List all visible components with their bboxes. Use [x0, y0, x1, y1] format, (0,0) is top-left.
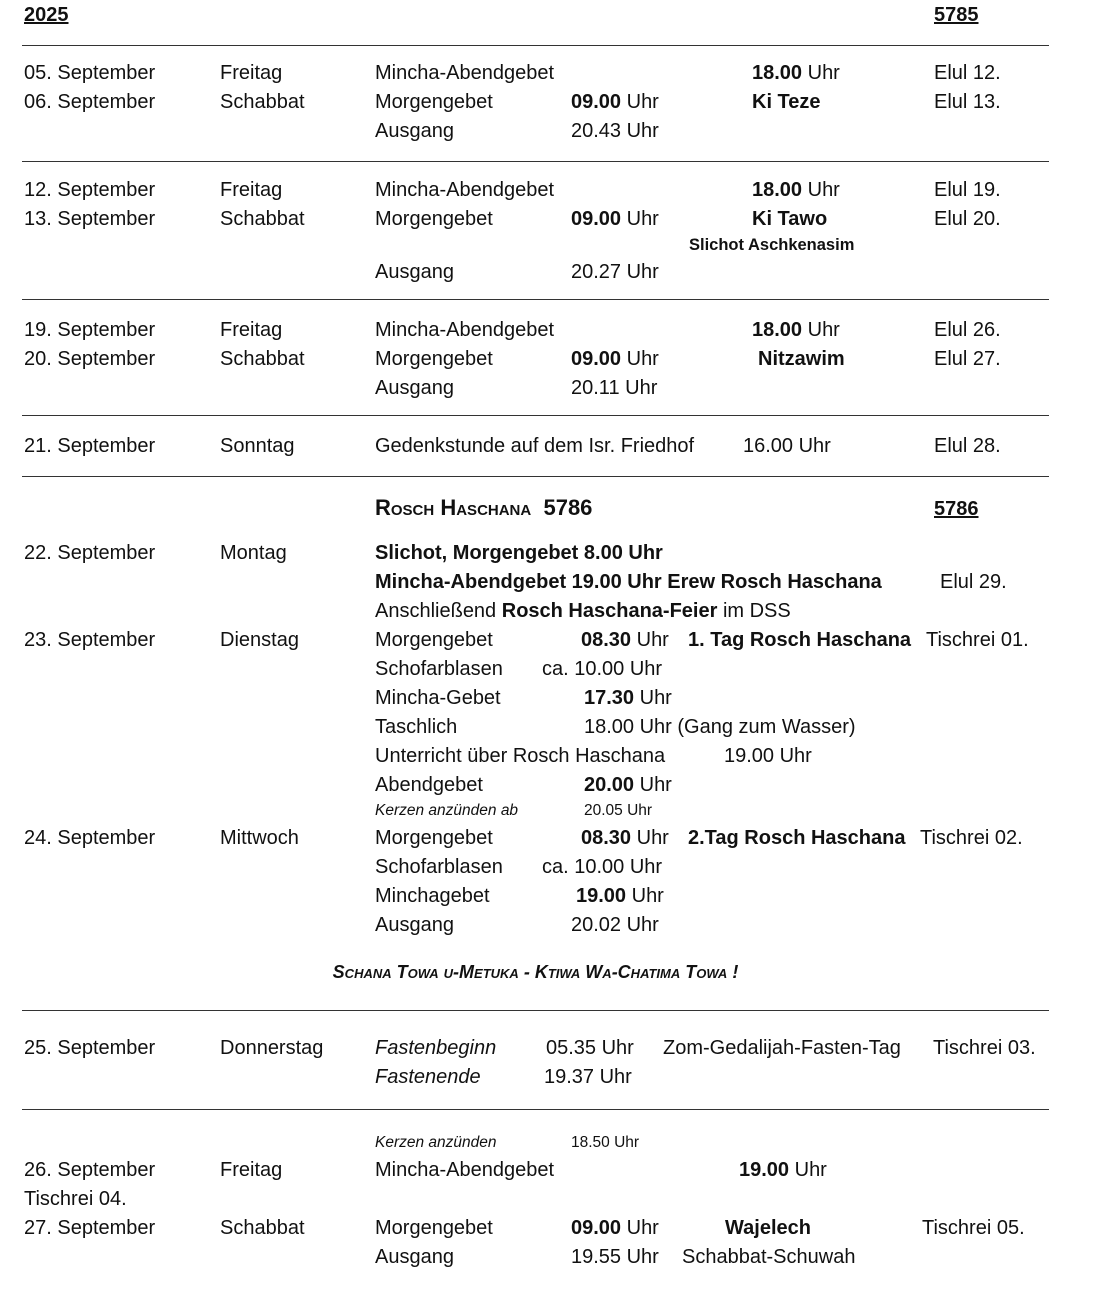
event: Morgengebet — [375, 208, 493, 230]
time: 20.02 Uhr — [571, 914, 659, 936]
time: ca. 10.00 Uhr — [542, 856, 663, 878]
event: Mincha-Abendgebet — [375, 62, 555, 84]
time: 19.37 Uhr — [544, 1066, 632, 1088]
time: 08.30 Uhr — [581, 629, 669, 651]
hebrew-date: Elul 26. — [934, 319, 1001, 341]
hebrew-date: Elul 28. — [934, 435, 1001, 457]
event: Taschlich — [375, 716, 458, 738]
candle-lighting: Kerzen anzünden — [375, 1134, 497, 1151]
holiday-label: 2.Tag Rosch Haschana — [688, 827, 906, 849]
holiday-label: 1. Tag Rosch Haschana — [688, 629, 912, 651]
date: 21. September — [24, 435, 156, 457]
event: Ausgang — [375, 377, 454, 399]
year-gregorian: 2025 — [24, 4, 69, 26]
event: Morgengebet — [375, 629, 493, 651]
hebrew-date: Elul 12. — [934, 62, 1001, 84]
time: 20.27 Uhr — [571, 261, 659, 283]
time: 19.00 Uhr — [724, 745, 812, 767]
event: Morgengebet — [375, 1217, 493, 1239]
date: 22. September — [24, 542, 156, 564]
event: Unterricht über Rosch Haschana — [375, 745, 666, 767]
hebrew-date: Tischrei 02. — [920, 827, 1023, 849]
time: ca. 10.00 Uhr — [542, 658, 663, 680]
event: Ausgang — [375, 914, 454, 936]
date: 23. September — [24, 629, 156, 651]
divider — [22, 161, 1049, 162]
time: 18.50 Uhr — [571, 1134, 640, 1151]
date: 12. September — [24, 179, 156, 201]
time: 18.00 Uhr — [752, 179, 840, 201]
hebrew-date: Elul 29. — [940, 571, 1007, 593]
date: 24. September — [24, 827, 156, 849]
weekday: Dienstag — [220, 629, 299, 651]
time: 16.00 Uhr — [743, 435, 831, 457]
divider — [22, 1010, 1049, 1011]
event: Ausgang — [375, 120, 454, 142]
weekday: Mittwoch — [220, 827, 299, 849]
weekday: Schabbat — [220, 348, 305, 370]
fast-label: Zom-Gedalijah-Fasten-Tag — [663, 1037, 901, 1059]
hebrew-date: Elul 20. — [934, 208, 1001, 230]
event: Fastenbeginn — [375, 1037, 497, 1059]
time: 05.35 Uhr — [546, 1037, 634, 1059]
weekday: Freitag — [220, 62, 283, 84]
date: 19. September — [24, 319, 156, 341]
time: 20.11 Uhr — [571, 377, 658, 399]
event: Anschließend Rosch Haschana-Feier im DSS — [375, 600, 791, 622]
parasha: Nitzawim — [758, 348, 845, 370]
section-title: Rosch Haschana 5786 — [375, 495, 593, 520]
weekday: Donnerstag — [220, 1037, 324, 1059]
date: 27. September — [24, 1217, 156, 1239]
event: Ausgang — [375, 261, 454, 283]
divider — [22, 1109, 1049, 1110]
time: 09.00 Uhr — [571, 1217, 659, 1239]
event: Mincha-Abendgebet — [375, 319, 555, 341]
year-hebrew: 5785 — [934, 4, 979, 26]
event: Abendgebet — [375, 774, 483, 796]
divider — [22, 476, 1049, 477]
time: 18.00 Uhr — [752, 62, 840, 84]
event: Mincha-Gebet — [375, 687, 501, 709]
time: 20.43 Uhr — [571, 120, 659, 142]
weekday: Freitag — [220, 1159, 283, 1181]
time: 19.55 Uhr — [571, 1246, 659, 1268]
date: 25. September — [24, 1037, 156, 1059]
parasha: Ki Tawo — [752, 208, 828, 230]
date: 06. September — [24, 91, 156, 113]
time: 18.00 Uhr — [752, 319, 840, 341]
event: Mincha-Abendgebet — [375, 179, 555, 201]
time: 20.00 Uhr — [584, 774, 672, 796]
date: 26. September — [24, 1159, 156, 1181]
hebrew-date: Tischrei 05. — [922, 1217, 1025, 1239]
hebrew-date: Tischrei 04. — [24, 1188, 127, 1210]
event: Ausgang — [375, 1246, 454, 1268]
weekday: Sonntag — [220, 435, 295, 457]
hebrew-date: Elul 27. — [934, 348, 1001, 370]
candle-lighting: Kerzen anzünden ab — [375, 802, 519, 819]
weekday: Schabbat — [220, 91, 305, 113]
time: 19.00 Uhr — [576, 885, 664, 907]
year-hebrew: 5786 — [934, 498, 979, 520]
weekday: Freitag — [220, 319, 283, 341]
event: Morgengebet — [375, 827, 493, 849]
weekday: Schabbat — [220, 208, 305, 230]
event: Fastenende — [375, 1066, 481, 1088]
greeting: Schana Towa u-Metuka - Ktiwa Wa-Chatima Towa ! — [332, 962, 739, 982]
time: 18.00 Uhr (Gang zum Wasser) — [584, 716, 856, 738]
event: Morgengebet — [375, 91, 493, 113]
time: 09.00 Uhr — [571, 348, 659, 370]
date: 13. September — [24, 208, 156, 230]
time: 17.30 Uhr — [584, 687, 672, 709]
event: Morgengebet — [375, 348, 493, 370]
divider — [22, 299, 1049, 300]
time: 09.00 Uhr — [571, 91, 659, 113]
parasha: Ki Teze — [752, 91, 821, 113]
hebrew-date: Elul 13. — [934, 91, 1001, 113]
hebrew-date: Tischrei 01. — [926, 629, 1029, 651]
divider — [22, 415, 1049, 416]
shabbat-label: Schabbat-Schuwah — [682, 1246, 856, 1268]
event: Mincha-Abendgebet — [375, 1159, 555, 1181]
date: 05. September — [24, 62, 156, 84]
time: 08.30 Uhr — [581, 827, 669, 849]
event: Slichot, Morgengebet 8.00 Uhr — [375, 542, 663, 564]
time: 19.00 Uhr — [739, 1159, 827, 1181]
event: Mincha-Abendgebet 19.00 Uhr Erew Rosch Haschana — [375, 571, 882, 593]
weekday: Schabbat — [220, 1217, 305, 1239]
weekday: Freitag — [220, 179, 283, 201]
time: 09.00 Uhr — [571, 208, 659, 230]
time: 20.05 Uhr — [584, 802, 653, 819]
divider — [22, 45, 1049, 46]
weekday: Montag — [220, 542, 287, 564]
event: Gedenkstunde auf dem Isr. Friedhof — [375, 435, 695, 457]
event: Minchagebet — [375, 885, 490, 907]
parasha: Wajelech — [725, 1217, 811, 1239]
event: Schofarblasen — [375, 658, 503, 680]
hebrew-date: Tischrei 03. — [933, 1037, 1036, 1059]
event: Schofarblasen — [375, 856, 503, 878]
slichot-note: Slichot Aschkenasim — [689, 236, 855, 254]
date: 20. September — [24, 348, 156, 370]
hebrew-date: Elul 19. — [934, 179, 1001, 201]
